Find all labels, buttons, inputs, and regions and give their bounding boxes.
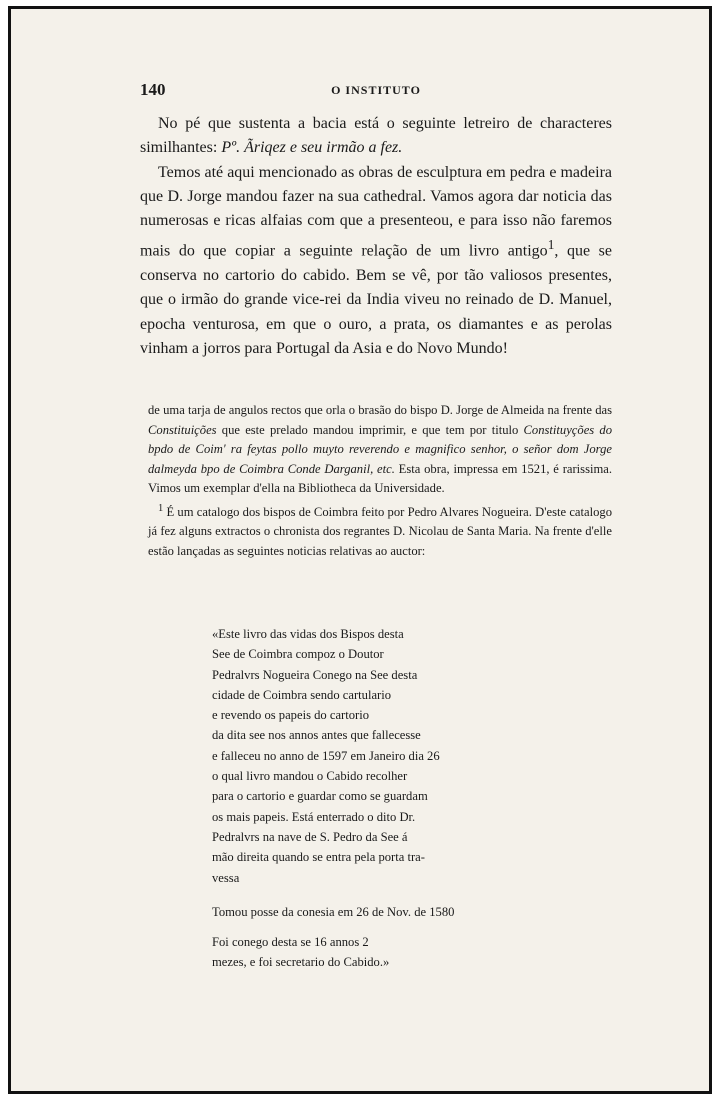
quote-line: o qual livro mandou o Cabido recolher	[212, 769, 408, 784]
quote-line: «Este livro das vidas dos Bispos desta	[212, 627, 404, 641]
quote-line: Foi conego desta se 16 annos 2	[212, 935, 369, 950]
quote-line: See de Coimbra compoz o Doutor	[212, 647, 384, 662]
quote-line: os mais papeis. Está enterrado o dito Dr.	[212, 809, 416, 824]
running-title: O INSTITUTO	[331, 83, 421, 97]
footnote-text: É um catalogo dos bispos de Coimbra feito por Pedro Alvares Nogueira. D'este catalogo já fez alguns extractos o chronista dos regrantes D. Nicolau de Santa Maria. Na frente d'elle estão lançadas as seguintes noticias relativas ao auctor:	[148, 504, 612, 558]
quote-line: para o cartorio e guardar como se guardam	[212, 789, 428, 804]
footnote-text: que este prelado mandou imprimir, e que tem por titulo	[216, 422, 524, 437]
quote-line: Pedralvrs Nogueira Conego na See desta	[212, 667, 418, 682]
quote-posse-line: Tomou posse da conesia em 26 de Nov. de 1580	[212, 904, 455, 919]
spacer	[212, 888, 532, 902]
paragraph-text: , que se conserva no cartorio do cabido. Bem se vê, por tão valiosos presentes, que o irmão do grande vice-rei da India viveu no reinado de D. Manuel, epocha venturosa, em que o ouro, a prata, os diamantes e as perolas vinham a jorros para Portugal da Asia e do Novo Mundo!	[140, 242, 612, 357]
paragraph-alfaias	[140, 161, 612, 362]
footnote-continuation	[148, 401, 612, 499]
footnote-italic-text: Constituições	[148, 422, 217, 437]
quote-line: e revendo os papeis do cartorio	[212, 708, 370, 723]
quote-line: mão direita quando se entra pela porta tra-	[212, 850, 425, 865]
footnote-reference: 1	[547, 237, 555, 253]
footnotes	[148, 401, 612, 561]
quote-line: vessa	[212, 870, 240, 885]
footnote-italic-text: Constituyções do bpdo de Coim' ra feytas pollo muyto reverendo e magnifico senhor, o señor dom Jorge dalmeyda bpo de Coimbra Conde Darganil, etc.	[148, 422, 612, 476]
quote-line: mezes, e foi secretario do Cabido.»	[212, 955, 390, 970]
quote-line: Pedralvrs na nave de S. Pedro da See á	[212, 829, 408, 844]
quote-line: cidade de Coimbra sendo cartulario	[212, 687, 392, 702]
quoted-notice	[212, 624, 532, 973]
paragraph-text: No pé que sustenta a bacia está o seguinte letreiro de characteres similhantes:	[140, 115, 612, 157]
main-text	[140, 112, 612, 361]
footnote-1	[148, 499, 612, 562]
quote-line: e falleceu no anno de 1597 em Janeiro dia 26	[212, 748, 440, 763]
paragraph-text: Temos até aqui mencionado as obras de esculptura em pedra e madeira que D. Jorge mandou fazer na sua cathedral. Vamos agora dar noticia das numerosas e ricas alfaias com que a presenteou, e para isso não faremos mais do que copiar a seguinte relação de um livro antigo	[140, 163, 612, 260]
spacer	[212, 922, 532, 932]
footnote-text: Esta obra, impressa em 1521, é rarissima. Vimos um exemplar d'ella na Bibliotheca da Universidade.	[148, 461, 613, 495]
quote-line: da dita see nos annos antes que fallecesse	[212, 728, 421, 743]
footnote-text: de uma tarja de angulos rectos que orla o brasão do bispo D. Jorge de Almeida na frente das	[148, 403, 612, 417]
page-header	[140, 80, 612, 104]
paragraph-letreiro	[140, 112, 612, 161]
page-number: 140	[140, 80, 166, 99]
footnote-marker: 1	[158, 502, 164, 514]
inscription-text: Pº. Ãriqez e seu irmão a fez.	[221, 139, 403, 157]
